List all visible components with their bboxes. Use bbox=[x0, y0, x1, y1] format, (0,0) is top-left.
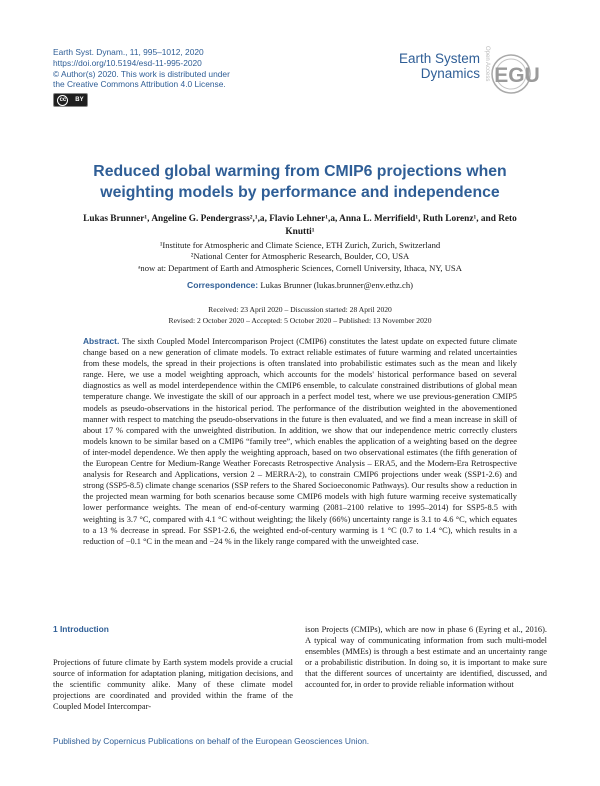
correspondence-label: Correspondence: bbox=[187, 280, 259, 290]
journal-name-line2: Dynamics bbox=[420, 66, 480, 81]
affiliation-1: ¹Institute for Atmospheric and Climate Science, ETH Zurich, Zurich, Switzerland bbox=[159, 240, 441, 250]
dates-line-2: Revised: 2 October 2020 – Accepted: 5 October 2020 – Published: 13 November 2020 bbox=[168, 316, 432, 325]
author-list: Lukas Brunner¹, Angeline G. Pendergrass²,¹,a, Flavio Lehner¹,a, Anna L. Merrifield¹, Ruth Lorenz¹, and Reto Knutti¹ bbox=[83, 214, 517, 237]
dates-line-1: Received: 23 April 2020 – Discussion started: 28 April 2020 bbox=[208, 305, 392, 314]
doi-link[interactable]: https://doi.org/10.5194/esd-11-995-2020 bbox=[53, 57, 202, 68]
paper-title: Reduced global warming from CMIP6 projections when weighting models by performance and independence bbox=[93, 163, 507, 201]
correspondence-text[interactable]: Lukas Brunner (lukas.brunner@env.ethz.ch) bbox=[260, 280, 413, 290]
abstract bbox=[83, 336, 517, 547]
publication-dates bbox=[60, 304, 540, 326]
cc-icon: cc bbox=[57, 95, 68, 106]
publisher-footer: Published by Copernicus Publications on behalf of the European Geosciences Union. bbox=[53, 736, 370, 746]
citation-header bbox=[53, 47, 230, 90]
egu-logo-icon bbox=[491, 52, 543, 96]
journal-name-line1: Earth System bbox=[398, 51, 480, 66]
egu-logo-text: EGU bbox=[494, 64, 540, 87]
affiliation-2: ²National Center for Atmospheric Research, Boulder, CO, USA bbox=[190, 251, 410, 262]
correspondence bbox=[60, 280, 540, 290]
affiliation-note: ᵃnow at: Department of Earth and Atmospheric Sciences, Cornell University, Ithaca, NY, USA bbox=[138, 262, 462, 273]
affiliations bbox=[60, 240, 540, 274]
citation: Earth Syst. Dynam., 11, 995–1012, 2020 bbox=[53, 47, 204, 57]
section-heading-introduction: 1 Introduction bbox=[53, 624, 109, 634]
by-icon: BY bbox=[75, 96, 84, 103]
intro-column-right: ison Projects (CMIPs), which are now in phase 6 (Eyring et al., 2016). A typical way of communicating information from such multi-model ensembles (MMEs) is through a best estimate and an uncertainty range or a probabilistic distribution. In doing so, it is important to make sure that the different sources of uncertainty are identified, discussed, and accounted for, in order to provide reliable information without bbox=[305, 625, 547, 690]
abstract-text: The sixth Coupled Model Intercomparison Project (CMIP6) constitutes the latest update on expected future climate change based on a new generation of climate models. To extract reliable estimates of future warming and related uncertainties from these models, the spread in their projections is often translated into probabilistic estimates such as the mean and likely range. Here, we use a model weighting approach, which accounts for the models' historical performance based on several diagnostics as well as model interdependence within the CMIP6 ensemble, to calculate constrained distributions of global mean temperature change. We investigate the skill of our approach in a perfect model test, where we use previous-generation CMIP5 models as pseudo-observations in the historical period. The performance of the distribution weighted in the abovementioned manner with respect to matching the pseudo-observations in the future is then evaluated, and we find a mean increase in skill of about 17 % compared with the unweighted distribution. In addition, we show that our independence metric correctly clusters models known to be similar based on a CMIP6 “family tree”, which enables the application of a weighting based on the degree of inter-model dependence. We then apply the weighting approach, based on two observational estimates (the fifth generation of the European Centre for Medium-Range Weather Forecasts Retrospective Analysis – ERA5, and the Modern-Era Retrospective analysis for Research and Applications, version 2 – MERRA-2), to constrain CMIP6 projections under weak (SSP1-2.6) and strong (SSP5-8.5) climate change scenarios (SSP refers to the Shared Socioeconomic Pathways). Our results show a reduction in the projected mean warming for both scenarios because some CMIP6 models with high future warming receive systematically lower performance weights. The mean of end-of-century warming (2081–2100 relative to 1995–2014) for SSP5-8.5 with weighting is 3.7 °C, compared with 4.1 °C without weighting; the likely (66%) uncertainty range is 3.1 to 4.6 °C, which equates to a 13 % decrease in spread. For SSP1-2.6, the weighted end-of-century warming is 1 °C (0.7 to 1.4 °C), which results in a reduction of −0.1 °C in the mean and −24 % in the likely range compared with the unweighted case. bbox=[83, 337, 517, 546]
journal-name bbox=[392, 51, 480, 81]
copyright: © Author(s) 2020. This work is distributed under bbox=[53, 68, 230, 79]
abstract-label: Abstract. bbox=[83, 336, 120, 346]
cc-by-badge[interactable] bbox=[53, 93, 88, 107]
open-access-label: Open Access bbox=[484, 46, 490, 82]
license-text: the Creative Commons Attribution 4.0 License. bbox=[53, 79, 226, 90]
intro-column-left: Projections of future climate by Earth system models provide a crucial source of information for adaptation planing, mitigation decisions, and the scientific community alike. Many of these climate model projections are coordinated and provided within the frame of the Coupled Model Intercompar- bbox=[53, 658, 293, 712]
